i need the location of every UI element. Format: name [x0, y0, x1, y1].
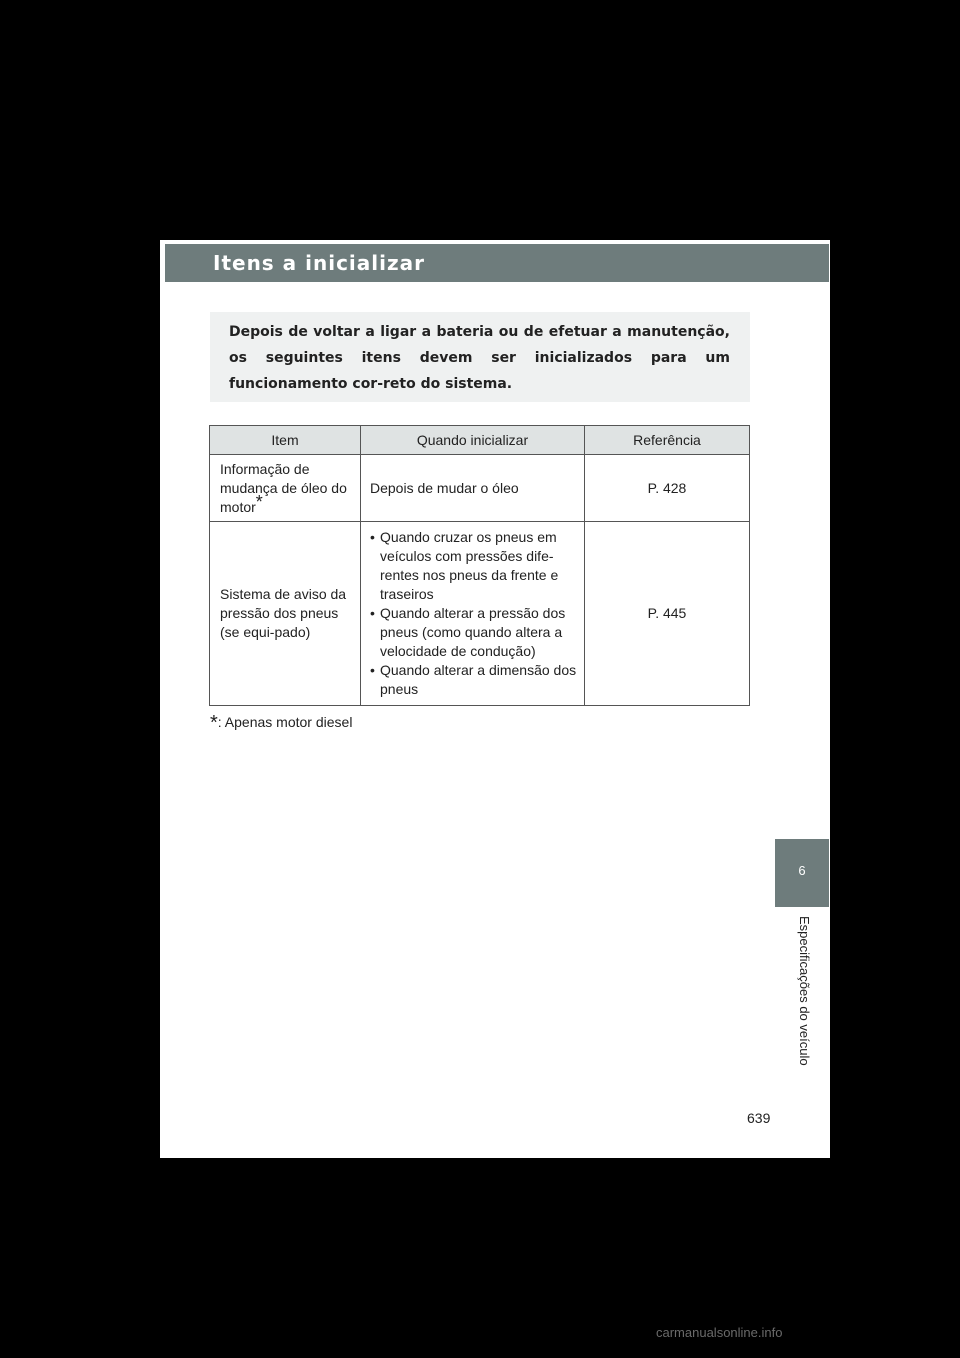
section-title-bar	[165, 244, 829, 282]
intro-text: Depois de voltar a ligar a bateria ou de efetuar a manutenção, os seguintes itens devem ser inicializados para um funcionamento cor-reto do sistema.	[229, 324, 730, 392]
cell-when: Depois de mudar o óleo	[361, 455, 585, 522]
cell-item: Sistema de aviso da pressão dos pneus (se equi-pado)	[210, 522, 361, 706]
watermark: carmanualsonline.info	[656, 1325, 783, 1340]
column-header-reference: Referência	[585, 426, 750, 455]
cell-reference: P. 428	[585, 455, 750, 522]
table-row	[210, 455, 750, 522]
column-header-item: Item	[210, 426, 361, 455]
chapter-number: 6	[798, 863, 806, 878]
cell-when	[361, 522, 585, 706]
footnote	[210, 710, 352, 733]
list-item: • Quando alterar a dimensão dos pneus	[370, 661, 578, 699]
table-row	[210, 522, 750, 706]
intro-box	[210, 312, 750, 402]
column-header-when: Quando inicializar	[361, 426, 585, 455]
cell-item	[210, 455, 361, 522]
page-number: 639	[747, 1110, 771, 1126]
footnote-star: *	[210, 712, 218, 734]
initialization-table	[209, 425, 750, 706]
list-item: • Quando alterar a pressão dos pneus (como quando altera a velocidade de condução)	[370, 604, 578, 661]
footnote-marker: *	[255, 491, 263, 512]
chapter-tab	[775, 839, 829, 907]
footnote-text: : Apenas motor diesel	[217, 714, 353, 730]
item-text: Informação de mudança de óleo do motor	[220, 460, 347, 515]
when-list	[370, 528, 578, 699]
manual-page	[160, 240, 830, 1158]
table-header-row	[210, 426, 750, 455]
list-item: • Quando cruzar os pneus em veículos com pressões dife-rentes nos pneus da frente e traseiros	[370, 528, 578, 604]
section-title: Itens a inicializar	[213, 251, 425, 275]
cell-reference: P. 445	[585, 522, 750, 706]
chapter-label: Especificações do veículo	[797, 916, 812, 1066]
